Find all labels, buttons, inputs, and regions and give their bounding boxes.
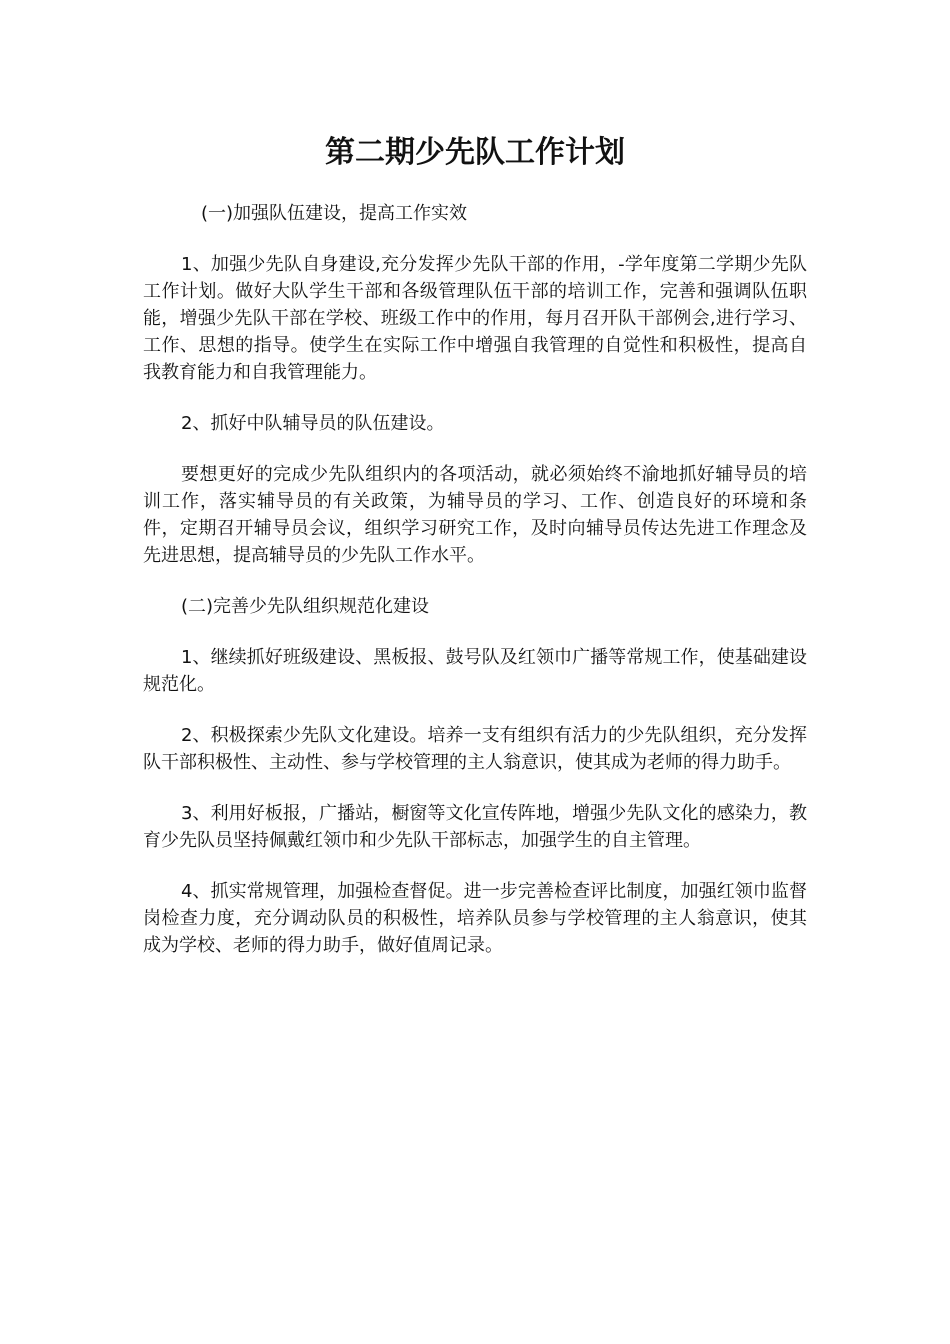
- paragraph-2: 2、抓好中队辅导员的队伍建设。: [181, 413, 445, 434]
- paragraph-7: 4、抓实常规管理，加强检查督促。进一步完善检查评比制度，加强红领巾监督岗检查力度，充分调动队员的积极性，培养队员参与学校管理的主人翁意识，使其成为学校、老师的得力助手，做好值周记录。: [143, 881, 807, 956]
- document-title: 第二期少先队工作计划: [325, 135, 625, 170]
- document-body: [143, 200, 807, 983]
- section-heading-1: (一)加强队伍建设，提高工作实效: [201, 203, 468, 224]
- section-heading-2: (二)完善少先队组织规范化建设: [181, 596, 430, 617]
- paragraph-4: 1、继续抓好班级建设、黑板报、鼓号队及红领巾广播等常规工作，使基础建设规范化。: [143, 647, 807, 695]
- paragraph-1: 1、加强少先队自身建设,充分发挥少先队干部的作用，-学年度第二学期少先队工作计划。做好大队学生干部和各级管理队伍干部的培训工作，完善和强调队伍职能，增强少先队干部在学校、班级工作中的作用，每月召开队干部例会,进行学习、工作、思想的指导。使学生在实际工作中增强自我管理的自觉性和积极性，提高自我教育能力和自我管理能力。: [143, 254, 807, 383]
- paragraph-6: 3、利用好板报，广播站，橱窗等文化宣传阵地，增强少先队文化的感染力，教育少先队员坚持佩戴红领巾和少先队干部标志，加强学生的自主管理。: [143, 803, 807, 851]
- paragraph-5: 2、积极探索少先队文化建设。培养一支有组织有活力的少先队组织，充分发挥队干部积极性、主动性、参与学校管理的主人翁意识，使其成为老师的得力助手。: [143, 725, 807, 773]
- paragraph-3: 要想更好的完成少先队组织内的各项活动，就必须始终不渝地抓好辅导员的培训工作，落实辅导员的有关政策，为辅导员的学习、工作、创造良好的环境和条件，定期召开辅导员会议，组织学习研究工作，及时向辅导员传达先进工作理念及先进思想，提高辅导员的少先队工作水平。: [143, 464, 807, 566]
